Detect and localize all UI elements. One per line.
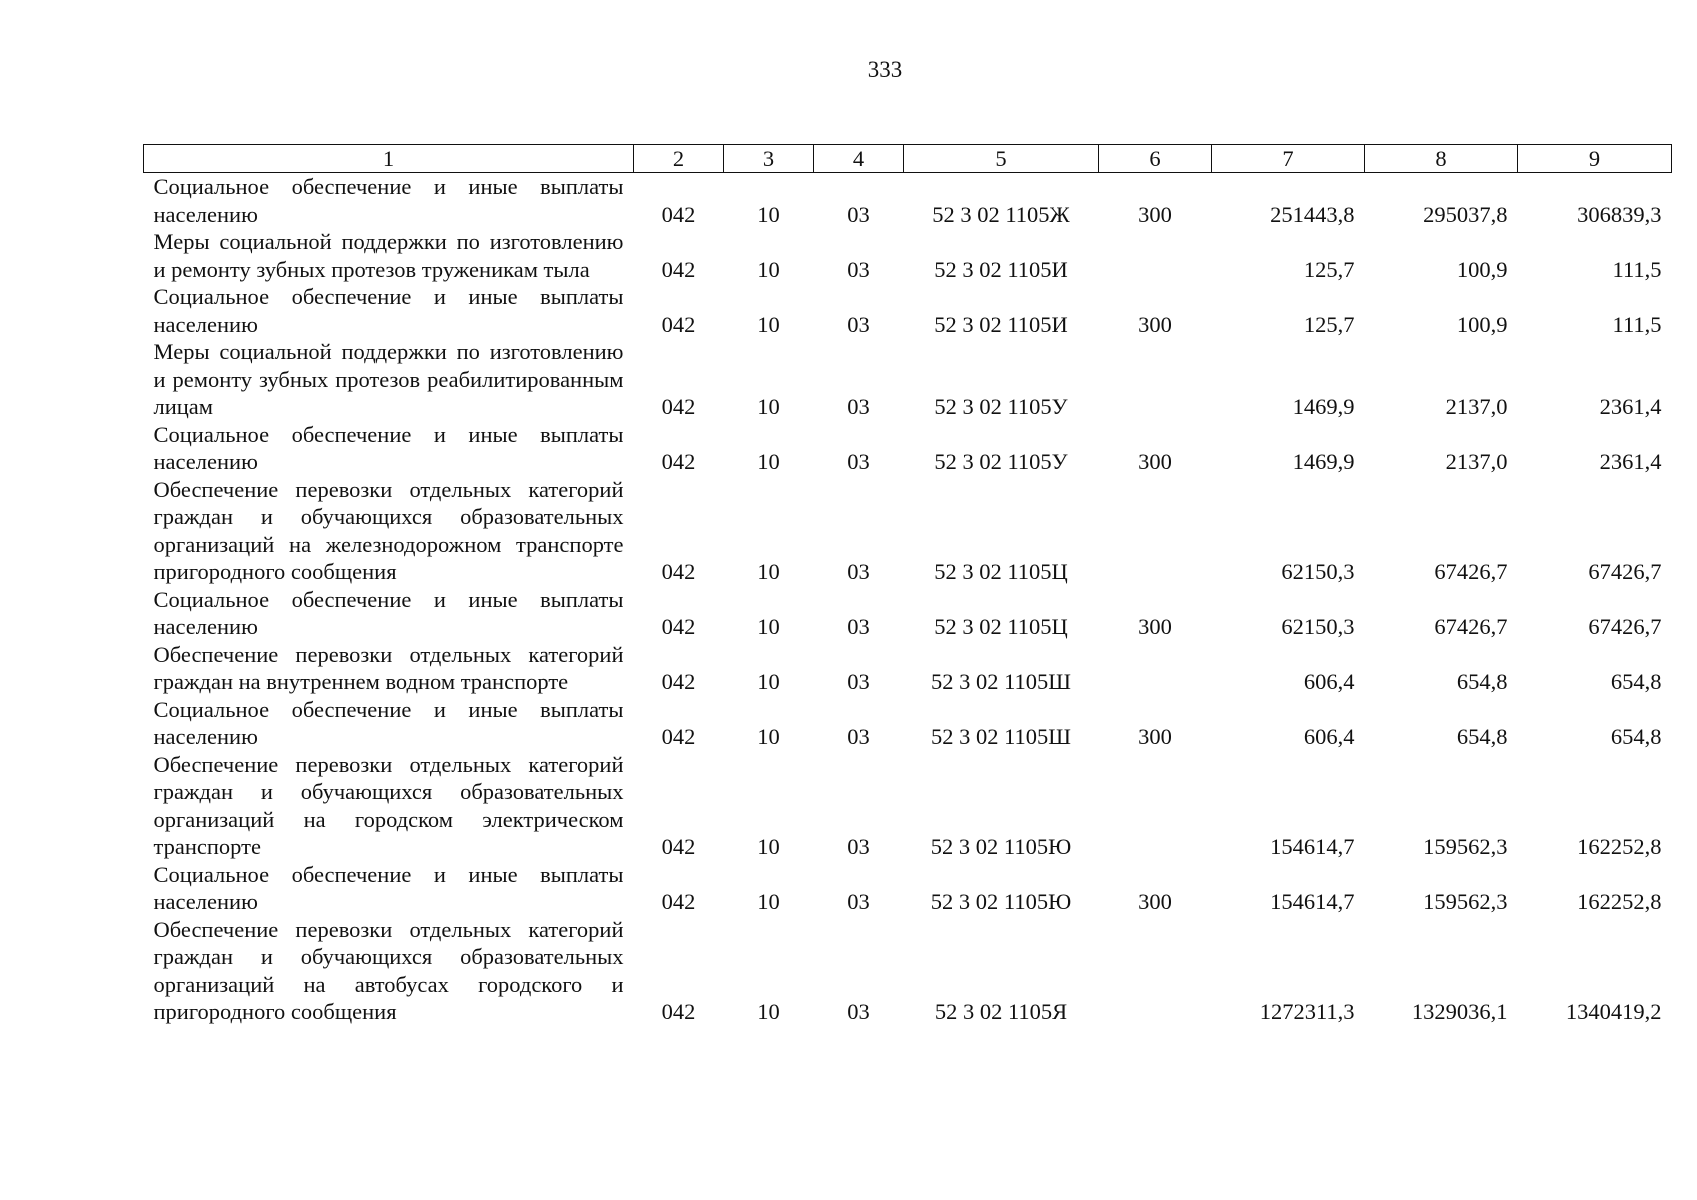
- amount-year-2-cell: 2137,0: [1445, 394, 1508, 419]
- table-row: [144, 476, 1672, 586]
- target-article-cell: 52 3 02 1105Ж: [932, 201, 1070, 227]
- expense-type-cell: 300: [1138, 724, 1172, 749]
- header-cell-col-9: 9: [1518, 145, 1672, 173]
- subsection-code-cell: 03: [847, 394, 870, 419]
- target-article-cell: 52 3 02 1105И: [934, 311, 1068, 337]
- amount-year-3-cell: 67426,7: [1588, 559, 1662, 584]
- amount-year-3-cell: 111,5: [1612, 256, 1662, 282]
- target-article-cell: 52 3 02 1105У: [934, 394, 1068, 419]
- amount-year-2-cell: 2137,0: [1445, 449, 1508, 474]
- section-code-cell: 10: [757, 449, 780, 474]
- header-cell-col-2: 2: [634, 145, 724, 173]
- table-row: [144, 421, 1672, 476]
- section-code-cell: 10: [757, 614, 780, 639]
- expense-type-cell: 300: [1138, 449, 1172, 474]
- table-row: [144, 586, 1672, 641]
- section-code-cell: 10: [757, 394, 780, 419]
- section-code-cell: 10: [757, 669, 780, 694]
- row-name-cell: Обеспечение перевозки отдельных категорий граждан и обучающихся образовательных организаций на городском электрическом транспорте: [153, 751, 624, 859]
- section-code-cell: 10: [757, 559, 780, 584]
- table-row: [144, 696, 1672, 751]
- section-code-cell: 10: [757, 999, 780, 1024]
- section-code-cell: 10: [757, 256, 780, 282]
- amount-year-2-cell: 100,9: [1456, 311, 1508, 337]
- target-article-cell: 52 3 02 1105Ш: [931, 724, 1071, 749]
- expense-type-cell: 300: [1138, 311, 1172, 337]
- header-row: [144, 145, 1672, 173]
- ministry-code-cell: 042: [661, 394, 696, 419]
- amount-year-1-cell: 1469,9: [1292, 449, 1355, 474]
- header-cell-col-8: 8: [1365, 145, 1518, 173]
- section-code-cell: 10: [757, 724, 780, 749]
- ministry-code-cell: 042: [661, 201, 696, 227]
- row-name-cell: Социальное обеспечение и иные выплаты населению: [153, 421, 624, 474]
- target-article-cell: 52 3 02 1105Ю: [930, 889, 1072, 914]
- row-name-cell: Социальное обеспечение и иные выплаты населению: [153, 861, 624, 914]
- target-article-cell: 52 3 02 1105И: [934, 256, 1068, 282]
- amount-year-2-cell: 295037,8: [1423, 201, 1508, 227]
- table-row: [144, 916, 1672, 1026]
- row-name-cell: Социальное обеспечение и иные выплаты населению: [153, 174, 624, 227]
- amount-year-1-cell: 62150,3: [1281, 614, 1355, 639]
- amount-year-1-cell: 251443,8: [1270, 201, 1355, 227]
- subsection-code-cell: 03: [847, 834, 870, 859]
- budget-table: [143, 144, 1672, 1026]
- table-row: [144, 861, 1672, 916]
- amount-year-1-cell: 125,7: [1303, 256, 1355, 282]
- ministry-code-cell: 042: [661, 311, 696, 337]
- expense-type-cell: [1099, 751, 1212, 861]
- subsection-code-cell: 03: [847, 614, 870, 639]
- amount-year-2-cell: 159562,3: [1423, 889, 1508, 914]
- ministry-code-cell: 042: [661, 256, 696, 282]
- header-cell-col-6: 6: [1099, 145, 1212, 173]
- row-name-cell: Обеспечение перевозки отдельных категорий граждан и обучающихся образовательных организаций на автобусах городского и пригородного сообщения: [153, 916, 624, 1024]
- table-row: [144, 751, 1672, 861]
- ministry-code-cell: 042: [661, 614, 696, 639]
- subsection-code-cell: 03: [847, 311, 870, 337]
- ministry-code-cell: 042: [661, 669, 696, 694]
- table-row: [144, 338, 1672, 421]
- section-code-cell: 10: [757, 834, 780, 859]
- table-body: [144, 173, 1672, 1026]
- section-code-cell: 10: [757, 889, 780, 914]
- table-header: [144, 145, 1672, 173]
- amount-year-1-cell: 606,4: [1303, 724, 1355, 749]
- subsection-code-cell: 03: [847, 889, 870, 914]
- amount-year-2-cell: 67426,7: [1434, 614, 1508, 639]
- subsection-code-cell: 03: [847, 559, 870, 584]
- amount-year-3-cell: 67426,7: [1588, 614, 1662, 639]
- table-row: [144, 641, 1672, 696]
- amount-year-1-cell: 125,7: [1303, 311, 1355, 337]
- amount-year-2-cell: 654,8: [1456, 724, 1508, 749]
- subsection-code-cell: 03: [847, 449, 870, 474]
- row-name-cell: Социальное обеспечение и иные выплаты населению: [153, 696, 624, 749]
- row-name-cell: Меры социальной поддержки по изготовлению и ремонту зубных протезов реабилитированным лицам: [153, 339, 624, 419]
- row-name-cell: Обеспечение перевозки отдельных категорий граждан и обучающихся образовательных организаций на железнодорожном транспорте пригородного сообщения: [153, 476, 624, 584]
- expense-type-cell: [1099, 338, 1212, 421]
- amount-year-1-cell: 1272311,3: [1259, 999, 1355, 1024]
- amount-year-1-cell: 154614,7: [1270, 834, 1355, 859]
- section-code-cell: 10: [757, 311, 780, 337]
- ministry-code-cell: 042: [661, 449, 696, 474]
- subsection-code-cell: 03: [847, 999, 870, 1024]
- header-cell-col-5: 5: [904, 145, 1099, 173]
- subsection-code-cell: 03: [847, 201, 870, 227]
- section-code-cell: 10: [757, 201, 780, 227]
- ministry-code-cell: 042: [661, 889, 696, 914]
- expense-type-cell: [1099, 916, 1212, 1026]
- target-article-cell: 52 3 02 1105Ц: [934, 614, 1068, 639]
- target-article-cell: 52 3 02 1105У: [934, 449, 1068, 474]
- row-name-cell: Социальное обеспечение и иные выплаты населению: [153, 284, 624, 337]
- amount-year-3-cell: 1340419,2: [1565, 999, 1662, 1024]
- ministry-code-cell: 042: [661, 834, 696, 859]
- header-cell-col-3: 3: [724, 145, 814, 173]
- amount-year-1-cell: 154614,7: [1270, 889, 1355, 914]
- subsection-code-cell: 03: [847, 724, 870, 749]
- target-article-cell: 52 3 02 1105Ц: [934, 559, 1068, 584]
- amount-year-3-cell: 654,8: [1610, 669, 1662, 694]
- row-name-cell: Социальное обеспечение и иные выплаты населению: [153, 586, 624, 639]
- expense-type-cell: [1099, 476, 1212, 586]
- amount-year-2-cell: 67426,7: [1434, 559, 1508, 584]
- header-cell-col-7: 7: [1212, 145, 1365, 173]
- ministry-code-cell: 042: [661, 999, 696, 1024]
- subsection-code-cell: 03: [847, 256, 870, 282]
- amount-year-1-cell: 62150,3: [1281, 559, 1355, 584]
- amount-year-3-cell: 654,8: [1610, 724, 1662, 749]
- amount-year-3-cell: 2361,4: [1599, 449, 1662, 474]
- amount-year-3-cell: 2361,4: [1599, 394, 1662, 419]
- expense-type-cell: 300: [1138, 201, 1172, 227]
- target-article-cell: 52 3 02 1105Я: [934, 999, 1068, 1024]
- amount-year-2-cell: 654,8: [1456, 669, 1508, 694]
- page-number: 333: [867, 57, 903, 82]
- row-name-cell: Меры социальной поддержки по изготовлению и ремонту зубных протезов труженикам тыла: [153, 229, 624, 282]
- target-article-cell: 52 3 02 1105Ш: [931, 669, 1071, 694]
- amount-year-2-cell: 159562,3: [1423, 834, 1508, 859]
- amount-year-3-cell: 306839,3: [1577, 201, 1662, 227]
- amount-year-1-cell: 1469,9: [1292, 394, 1355, 419]
- row-name-cell: Обеспечение перевозки отдельных категорий граждан на внутреннем водном транспорте: [153, 641, 624, 694]
- amount-year-3-cell: 111,5: [1612, 311, 1662, 337]
- table-row: [144, 173, 1672, 229]
- amount-year-2-cell: 100,9: [1456, 256, 1508, 282]
- expense-type-cell: 300: [1138, 614, 1172, 639]
- amount-year-2-cell: 1329036,1: [1411, 999, 1508, 1024]
- expense-type-cell: 300: [1138, 889, 1172, 914]
- table-row: [144, 283, 1672, 338]
- ministry-code-cell: 042: [661, 724, 696, 749]
- amount-year-3-cell: 162252,8: [1577, 889, 1662, 914]
- subsection-code-cell: 03: [847, 669, 870, 694]
- table-row: [144, 228, 1672, 283]
- target-article-cell: 52 3 02 1105Ю: [930, 834, 1072, 859]
- header-cell-col-4: 4: [814, 145, 904, 173]
- amount-year-1-cell: 606,4: [1303, 669, 1355, 694]
- expense-type-cell: [1099, 641, 1212, 696]
- expense-type-cell: [1099, 228, 1212, 283]
- amount-year-3-cell: 162252,8: [1577, 834, 1662, 859]
- ministry-code-cell: 042: [661, 559, 696, 584]
- header-cell-col-1: 1: [144, 145, 634, 173]
